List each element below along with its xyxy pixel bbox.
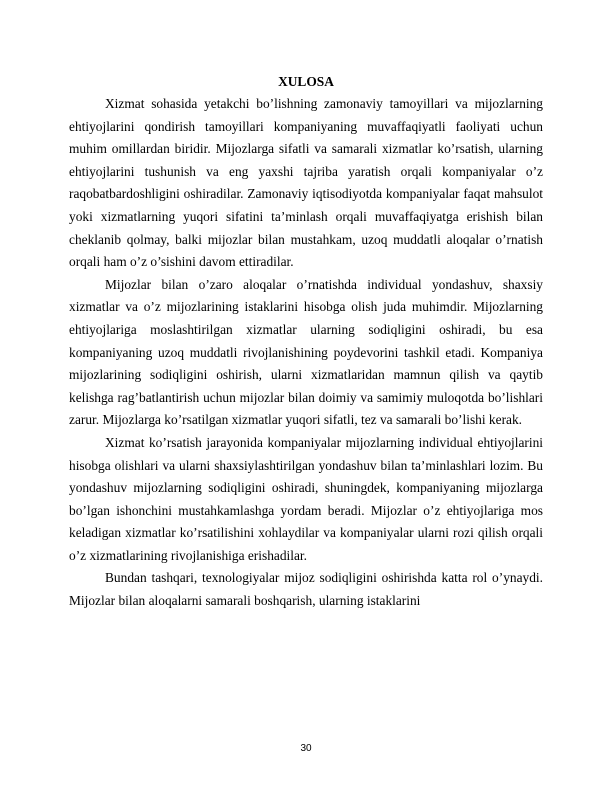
paragraph: Mijozlar bilan o’zaro aloqalar o’rnatishda individual yondashuv, shaxsiy xizmatlar va o’z mijozlarining istaklarini hisobga olish juda muhimdir. Mijozlarning ehtiyojlariga moslashtirilgan xizmatlar ularning sodiqligini oshiradi, bu esa kompaniyaning uzoq muddatli rivojlanishining poydevorini tashkil etadi. Kompaniya mijozlarining sodiqligini oshirish, ularni xizmatlaridan mamnun qilish va qaytib kelishga rag’batlantirish uchun mijozlar bilan doimiy va samimiy muloqotda bo’lishlari zarur. Mijozlarga ko’rsatilgan xizmatlar yuqori sifatli, tez va samarali bo’lishi kerak. [69,276,543,428]
paragraph: Bundan tashqari, texnologiyalar mijoz sodiqligini oshirishda katta rol o’ynaydi. Mijozlar bilan aloqalarni samarali boshqarish, ularning istaklarini [69,570,543,609]
page-number: 30 [300,743,312,754]
paragraph: Xizmat ko’rsatish jarayonida kompaniyalar mijozlarning individual ehtiyojlarini hisobga olishlari va ularni shaxsiylashtirilgan yondashuv bilan ta’minlashlari lozim. Bu yondashuv mijozlarning sodiqligini oshiradi, shuningdek, kompaniyaning mijozlarga bo’lgan ishonchini mustahkamlashga yordam beradi. Mijozlar o’z ehtiyojlariga mos keladigan xizmatlar ko’rsatilishini xohlaydilar va kompaniyalar ularni rozi qilish orqali o’z xizmatlarining rivojlanishiga erishadilar. [69,434,543,563]
section-title: XULOSA [278,74,334,89]
paragraph: Xizmat sohasida yetakchi bo’lishning zamonaviy tamoyillari va mijozlarning ehtiyojlarini qondirish tamoyillari kompaniyaning muvaffaqiyatli faoliyati uchun muhim omillardan biridir. Mijozlarga sifatli va samarali xizmatlar ko’rsatish, ularning ehtiyojlarini tushunish va eng yaxshi tajriba yaratish orqali kompaniyalar o’z raqobatbardoshligini oshiradilar. Zamonaviy iqtisodiyotda kompaniyalar faqat mahsulot yoki xizmatlarning yuqori sifatini ta’minlash orqali muvaffaqiyatga erishish bilan cheklanib qolmay, balki mijozlar bilan mustahkam, uzoq muddatli aloqalar o’rnatish orqali ham o’z o’sishini davom ettiradilar. [69,96,543,270]
body-text [69,93,543,613]
